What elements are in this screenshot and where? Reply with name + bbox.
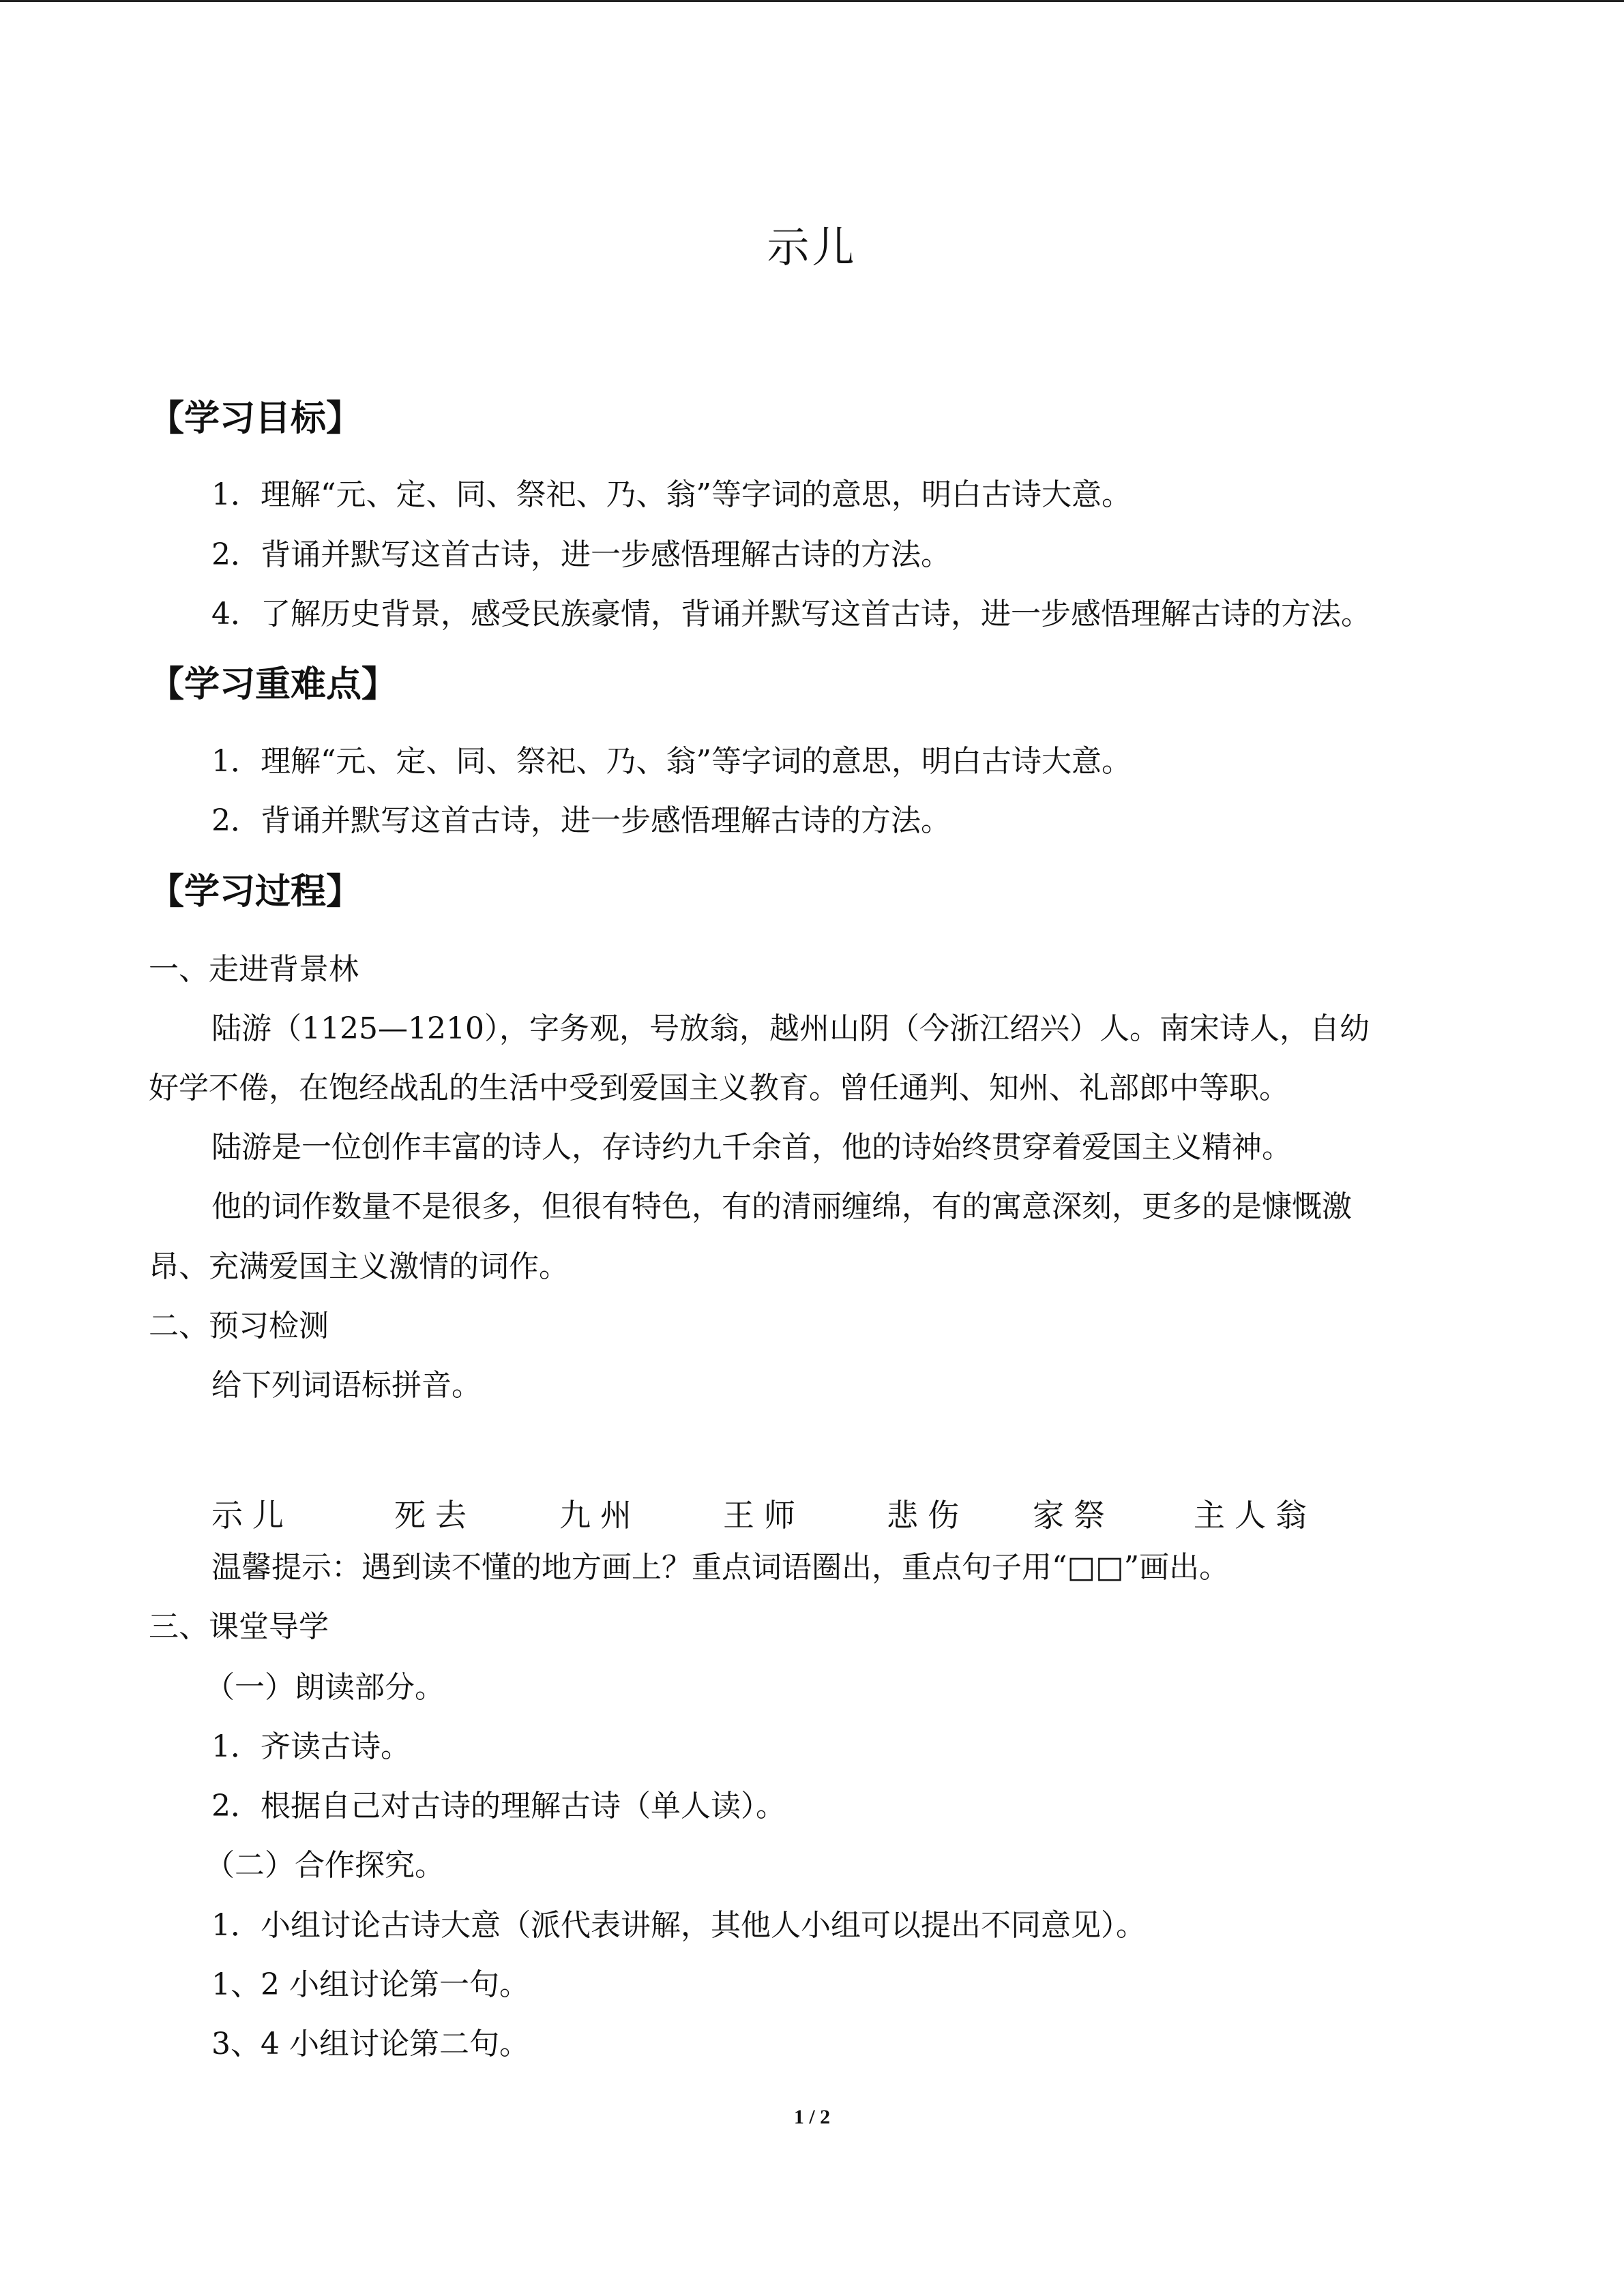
vocab-word: 示儿 (211, 1497, 293, 1534)
key-point-item-2: 2．背诵并默写这首古诗，进一步感悟理解古诗的方法。 (211, 803, 951, 838)
vocab-word: 主人翁 (1194, 1497, 1316, 1534)
reading-tip: 温馨提示：遇到读不懂的地方画上？重点词语圈出，重点句子用“□□”画出。 (211, 1550, 1230, 1585)
part1-para1-line2: 好学不倦，在饱经战乱的生活中受到爱国主义教育。曾任通判、知州、礼部郎中等职。 (149, 1071, 1289, 1105)
cooperation-item-1: 1．小组讨论古诗大意（派代表讲解，其他人小组可以提出不同意见）。 (211, 1908, 1146, 1943)
page-title: 示儿 (767, 222, 857, 272)
section-heading-goals: 【学习目标】 (149, 398, 362, 439)
vocab-word: 家祭 (1033, 1497, 1114, 1534)
page-number: 1 / 2 (793, 2106, 831, 2128)
goal-item-2: 2．背诵并默写这首古诗，进一步感悟理解古诗的方法。 (211, 537, 951, 572)
section-heading-process: 【学习过程】 (149, 871, 362, 912)
part1-para2: 陆游是一位创作丰富的诗人，存诗约九千余首，他的诗始终贯穿着爱国主义精神。 (211, 1130, 1292, 1165)
part2-instruction: 给下列词语标拼音。 (211, 1368, 482, 1403)
part1-para3-line1: 他的词作数量不是很多，但很有特色，有的清丽缠绵，有的寓意深刻，更多的是慷慨激 (211, 1189, 1352, 1224)
part1-title: 一、走进背景林 (149, 952, 359, 987)
vocab-word: 王师 (723, 1497, 805, 1534)
reading-section-title: （一）朗读部分。 (205, 1670, 445, 1705)
goal-item-4: 4．了解历史背景，感受民族豪情，背诵并默写这首古诗，进一步感悟理解古诗的方法。 (211, 597, 1371, 631)
reading-item-2: 2．根据自己对古诗的理解古诗（单人读）。 (211, 1789, 786, 1823)
cooperation-item-2: 1、2 小组讨论第一句。 (211, 1967, 529, 2002)
cooperation-item-3: 3、4 小组讨论第二句。 (211, 2027, 529, 2061)
part1-para3-line2: 昂、充满爱国主义激情的词作。 (149, 1249, 569, 1284)
part3-title: 三、课堂导学 (149, 1609, 329, 1644)
goal-item-1: 1．理解“元、定、同、祭祀、乃、翁”等字词的意思，明白古诗大意。 (211, 477, 1132, 512)
part1-para1-line1: 陆游（1125—1210），字务观，号放翁，越州山阴（今浙江绍兴）人。南宋诗人，自幼 (211, 1011, 1370, 1046)
vocab-word: 死去 (394, 1497, 476, 1534)
section-heading-key-points: 【学习重难点】 (149, 664, 398, 705)
vocab-list (211, 1491, 1385, 1532)
key-point-item-1: 1．理解“元、定、同、祭祀、乃、翁”等字词的意思，明白古诗大意。 (211, 744, 1132, 779)
vocab-word: 九州 (559, 1497, 641, 1534)
cooperation-section-title: （二）合作探究。 (205, 1848, 445, 1883)
vocab-word: 悲伤 (887, 1497, 969, 1534)
part2-title: 二、预习检测 (149, 1309, 329, 1343)
reading-item-1: 1．齐读古诗。 (211, 1729, 411, 1764)
